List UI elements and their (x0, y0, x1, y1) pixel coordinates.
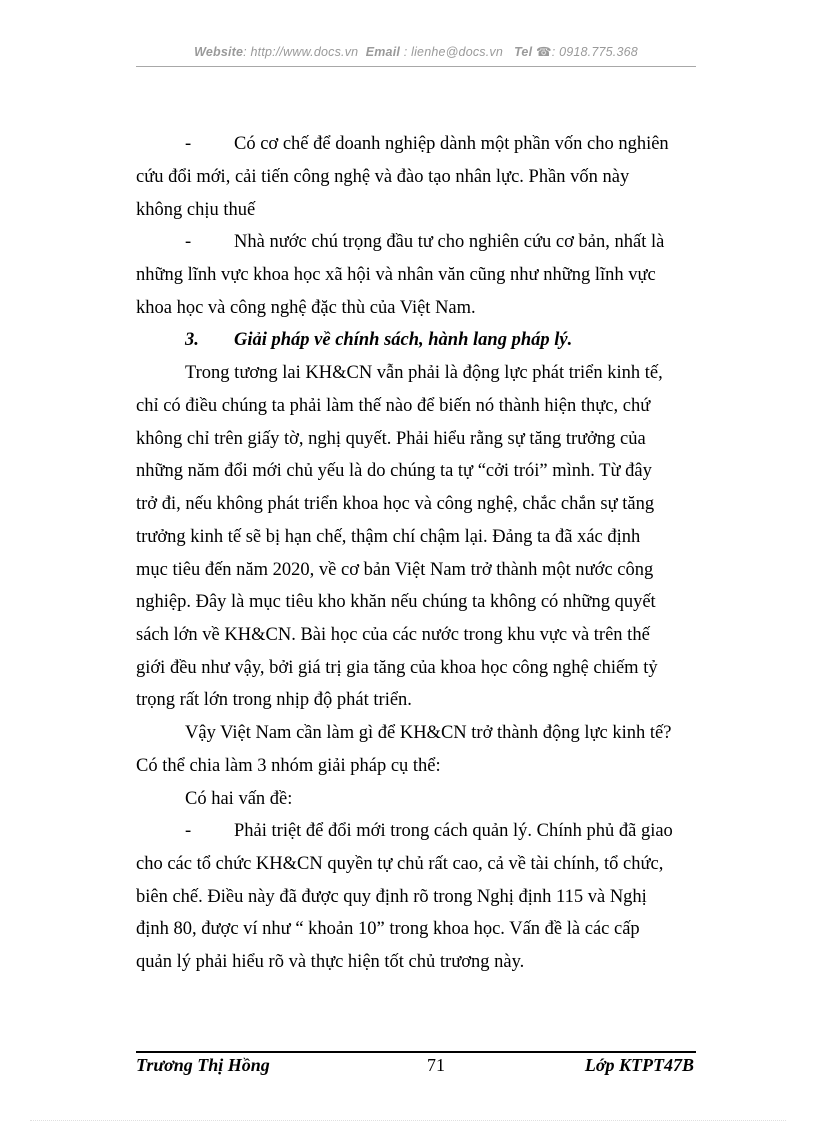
text-line: cho các tổ chức KH&CN quyền tự chủ rất cao, cả về tài chính, tổ chức, (136, 854, 664, 874)
bullet-dash: - (185, 821, 192, 841)
text-line: Có thể chia làm 3 nhóm giải pháp cụ thể: (136, 756, 441, 776)
heading-text: Giải pháp về chính sách, hành lang pháp lý. (234, 330, 573, 350)
text-line: biên chế. Điều này đã được quy định rõ trong Nghị định 115 và Nghị (136, 887, 647, 907)
tel-value: ☎: 0918.775.368 (535, 45, 638, 59)
text-line: Vậy Việt Nam cần làm gì để KH&CN trở thành động lực kinh tế? (185, 723, 672, 743)
text-line: không chịu thuế (136, 200, 256, 220)
text-line: định 80, được ví như “ khoản 10” trong khoa học. Vấn đề là các cấp (136, 919, 640, 939)
text-line: những năm đổi mới chủ yếu là do chúng ta tự “cởi trói” mình. Từ đây (136, 461, 652, 481)
text-line: trọng rất lớn trong nhịp độ phát triển. (136, 690, 412, 710)
bullet-dash: - (185, 134, 192, 154)
heading-number: 3. (185, 330, 199, 350)
text-line: giới đều như vậy, bởi giá trị gia tăng của khoa học công nghệ chiếm tỷ (136, 658, 658, 678)
text-line: những lĩnh vực khoa học xã hội và nhân văn cũng như những lĩnh vực (136, 265, 656, 285)
paragraph-5: Có hai vấn đề: (185, 789, 293, 809)
footer-rule (136, 1051, 696, 1053)
text-line: mục tiêu đến năm 2020, về cơ bản Việt Nam trở thành một nước công (136, 560, 654, 580)
text-line: quản lý phải hiểu rõ và thực hiện tốt chủ trương này. (136, 952, 525, 972)
page-header (136, 44, 696, 59)
website-value: : http://www.docs.vn (243, 45, 359, 59)
text-line: cứu đổi mới, cải tiến công nghệ và đào tạo nhân lực. Phần vốn này (136, 167, 630, 187)
text-line: khoa học và công nghệ đặc thù của Việt Nam. (136, 298, 476, 318)
page-number: 71 (427, 1055, 445, 1075)
text-line: sách lớn về KH&CN. Bài học của các nước trong khu vực và trên thế (136, 625, 650, 645)
website-label: Website (194, 45, 244, 59)
text-line: không chỉ trên giấy tờ, nghị quyết. Phải hiểu rằng sự tăng trưởng của (136, 429, 646, 449)
text-line: trưởng kinh tế sẽ bị hạn chế, thậm chí chậm lại. Đảng ta đã xác định (136, 527, 641, 547)
text-line: Phải triệt để đổi mới trong cách quản lý. Chính phủ đã giao (234, 821, 673, 841)
text-line: trở đi, nếu không phát triển khoa học và công nghệ, chắc chắn sự tăng (136, 494, 655, 514)
text-line: Trong tương lai KH&CN vẫn phải là động lực phát triển kinh tế, (185, 363, 663, 383)
text-line: Có cơ chế để doanh nghiệp dành một phần vốn cho nghiên (234, 134, 669, 154)
text-line: Nhà nước chú trọng đầu tư cho nghiên cứu cơ bản, nhất là (234, 232, 665, 252)
tel-label: Tel (514, 45, 533, 59)
email-value: : lienhe@docs.vn (403, 45, 504, 59)
footer-class: Lớp KTPT47B (584, 1055, 694, 1075)
bullet-dash: - (185, 232, 192, 252)
email-label: Email (365, 45, 401, 59)
header-rule (136, 66, 696, 67)
text-line: chỉ có điều chúng ta phải làm thế nào để biến nó thành hiện thực, chứ (136, 396, 651, 416)
footer-author: Trương Thị Hồng (136, 1055, 270, 1075)
text-line: nghiệp. Đây là mục tiêu kho khăn nếu chúng ta không có những quyết (136, 592, 656, 612)
page-bottom-border (30, 1120, 786, 1121)
